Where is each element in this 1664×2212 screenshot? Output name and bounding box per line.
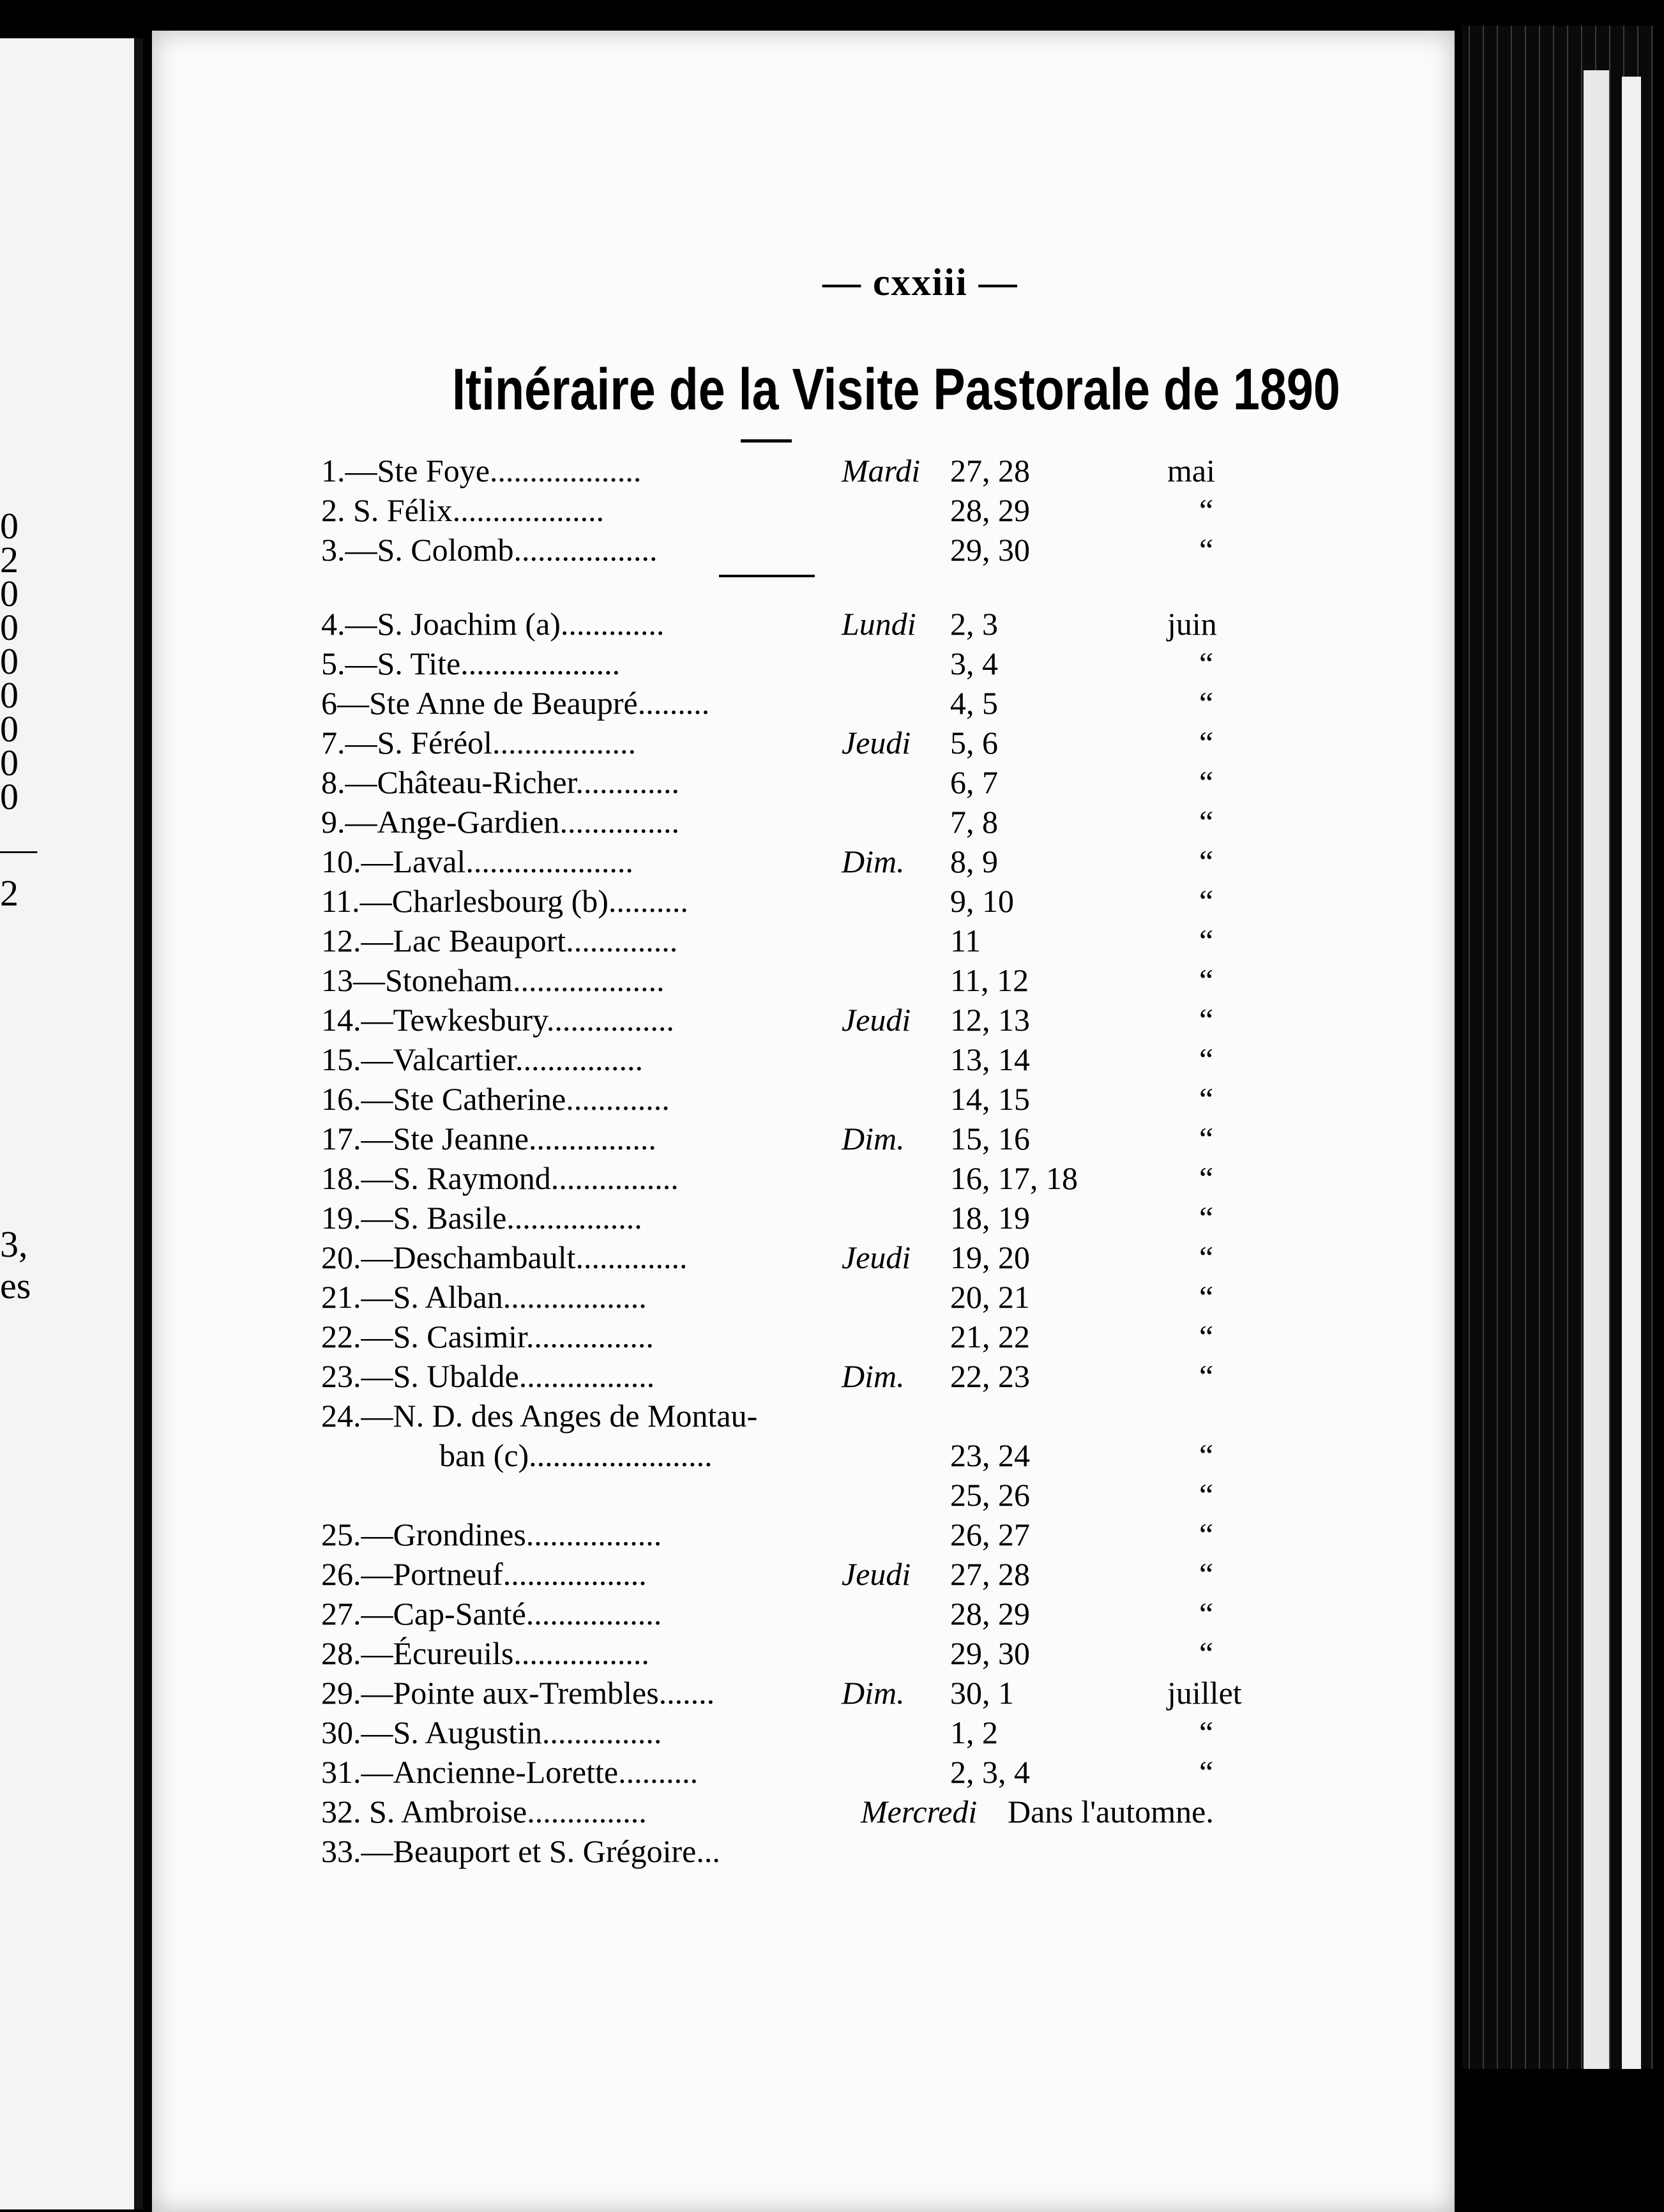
itinerary-row [152, 1239, 1455, 1278]
document-page [152, 31, 1455, 2212]
left-fragment: 0 [0, 505, 19, 547]
itinerary-row [152, 1041, 1455, 1080]
weekday-label: Dim. [842, 1121, 905, 1156]
weekday-label: Mercredi [861, 1794, 978, 1829]
place-label: 16.—Ste Catherine............. [321, 1081, 670, 1117]
dates-label: 29, 30 [950, 1635, 1030, 1671]
itinerary-row [152, 452, 1455, 492]
itinerary-row [152, 724, 1455, 764]
month-label: “ [1199, 1160, 1214, 1196]
dates-label: 6, 7 [950, 764, 998, 800]
itinerary-row [152, 685, 1455, 724]
place-label: 20.—Deschambault.............. [321, 1239, 688, 1275]
place-label: 26.—Portneuf.................. [321, 1556, 647, 1592]
month-label: “ [1199, 725, 1214, 761]
month-label: “ [1199, 1002, 1214, 1038]
section-rule [719, 575, 815, 577]
itinerary-row [152, 1635, 1455, 1674]
itinerary-row [152, 492, 1455, 531]
weekday-label: Jeudi [842, 1239, 911, 1275]
place-label: 32. S. Ambroise............... [321, 1794, 647, 1829]
dates-label: 5, 6 [950, 725, 998, 761]
left-page-edge [0, 38, 143, 2209]
itinerary-row [152, 1120, 1455, 1160]
left-fragment: 2 [0, 872, 19, 914]
left-fragment: 0 [0, 573, 19, 614]
place-label: 28.—Écureuils................. [321, 1635, 649, 1671]
place-label: 21.—S. Alban.................. [321, 1279, 647, 1315]
month-label: “ [1199, 1042, 1214, 1077]
place-label: 13—Stoneham................... [321, 962, 665, 998]
dates-label: 30, 1 [950, 1675, 1014, 1711]
month-label: “ [1199, 1358, 1214, 1394]
left-fragment: es [0, 1265, 31, 1307]
place-label: 30.—S. Augustin............... [321, 1715, 662, 1750]
itinerary-row [152, 883, 1455, 922]
itinerary-row [152, 843, 1455, 883]
place-label: 29.—Pointe aux-Trembles....... [321, 1675, 715, 1711]
month-label: “ [1199, 883, 1214, 919]
left-fragment: 0 [0, 742, 19, 784]
itinerary-row [152, 1516, 1455, 1556]
month-label: “ [1199, 1437, 1214, 1473]
month-label: “ [1199, 1279, 1214, 1315]
book-page-edge-strip [1584, 70, 1609, 2069]
dates-label: 7, 8 [950, 804, 998, 840]
itinerary-row [152, 1080, 1455, 1120]
dates-label: 27, 28 [950, 1556, 1030, 1592]
left-fragment: 3, [0, 1223, 28, 1265]
month-label: “ [1199, 646, 1214, 681]
place-label: 4.—S. Joachim (a)............. [321, 606, 665, 642]
place-label: 8.—Château-Richer............. [321, 764, 679, 800]
itinerary-row [152, 1833, 1455, 1872]
left-fragment: 0 [0, 708, 19, 750]
dates-label: 4, 5 [950, 685, 998, 721]
month-label: “ [1199, 1754, 1214, 1790]
dates-label: 20, 21 [950, 1279, 1030, 1315]
month-label: “ [1199, 962, 1214, 998]
dates-label: 11 [950, 923, 981, 958]
itinerary-row [152, 1674, 1455, 1714]
itinerary-row [152, 605, 1455, 645]
weekday-label: Dim. [842, 1358, 905, 1394]
place-label: 17.—Ste Jeanne................ [321, 1121, 656, 1156]
itinerary-row [152, 962, 1455, 1001]
month-label: juin [1167, 606, 1217, 642]
dates-label: 1, 2 [950, 1715, 998, 1750]
dates-label: 2, 3, 4 [950, 1754, 1030, 1790]
itinerary-row [152, 1278, 1455, 1318]
left-fragment: 0 [0, 607, 19, 648]
place-label: 23.—S. Ubalde................. [321, 1358, 655, 1394]
month-label: “ [1199, 1200, 1214, 1236]
month-label: “ [1199, 764, 1214, 800]
itinerary-row [152, 1714, 1455, 1754]
weekday-label: Jeudi [842, 1556, 911, 1592]
dates-label: 28, 29 [950, 492, 1030, 528]
weekday-label: Dim. [842, 1675, 905, 1711]
dates-label: 14, 15 [950, 1081, 1030, 1117]
month-label: “ [1199, 1239, 1214, 1275]
place-label: 10.—Laval..................... [321, 844, 633, 879]
place-label: 3.—S. Colomb.................. [321, 532, 658, 568]
month-label: “ [1199, 1081, 1214, 1117]
dates-label: 16, 17, 18 [950, 1160, 1078, 1196]
dates-label: 22, 23 [950, 1358, 1030, 1394]
dates-label: 18, 19 [950, 1200, 1030, 1236]
place-label: 22.—S. Casimir................ [321, 1319, 654, 1354]
place-label: 1.—Ste Foye................... [321, 453, 642, 489]
place-label: 19.—S. Basile................. [321, 1200, 642, 1236]
place-label: 27.—Cap-Santé................. [321, 1596, 662, 1632]
dates-label: 27, 28 [950, 453, 1030, 489]
place-label: 15.—Valcartier................ [321, 1042, 644, 1077]
month-label: “ [1199, 1715, 1214, 1750]
itinerary-row [152, 1556, 1455, 1595]
itinerary-row [152, 764, 1455, 803]
itinerary-row [152, 531, 1455, 571]
place-label: 7.—S. Féréol.................. [321, 725, 637, 761]
itinerary-row [152, 1793, 1455, 1833]
dates-label: 26, 27 [950, 1517, 1030, 1552]
dates-label: 11, 12 [950, 962, 1029, 998]
month-label: “ [1199, 492, 1214, 528]
itinerary-row [152, 1199, 1455, 1239]
month-label: “ [1199, 532, 1214, 568]
itinerary-row [152, 803, 1455, 843]
dates-label: 2, 3 [950, 606, 998, 642]
month-label: “ [1199, 923, 1214, 958]
month-label: “ [1199, 1635, 1214, 1671]
month-label: mai [1167, 453, 1215, 489]
dates-label: 12, 13 [950, 1002, 1030, 1038]
weekday-label: Jeudi [842, 725, 911, 761]
itinerary-row [152, 1595, 1455, 1635]
place-label: 5.—S. Tite.................... [321, 646, 621, 681]
month-label: “ [1199, 1517, 1214, 1552]
dates-label: 29, 30 [950, 532, 1030, 568]
left-fragment: — [0, 828, 37, 869]
weekday-label: Mardi [842, 453, 921, 489]
month-label: “ [1199, 1319, 1214, 1354]
left-fragment: 0 [0, 674, 19, 716]
left-fragment: 0 [0, 640, 19, 682]
month-label: “ [1199, 1556, 1214, 1592]
month-label: “ [1199, 685, 1214, 721]
itinerary-row [152, 1160, 1455, 1199]
itinerary-row [152, 1437, 1455, 1476]
dates-label: 8, 9 [950, 844, 998, 879]
month-label: “ [1199, 844, 1214, 879]
itinerary-row [152, 1001, 1455, 1041]
itinerary-row [152, 1476, 1455, 1516]
month-label: juillet [1167, 1675, 1242, 1711]
dates-label: 25, 26 [950, 1477, 1030, 1513]
place-label: ban (c)....................... [439, 1437, 713, 1473]
place-label: 12.—Lac Beauport.............. [321, 923, 678, 958]
dates-label: 15, 16 [950, 1121, 1030, 1156]
dates-label: 9, 10 [950, 883, 1014, 919]
weekday-label: Dim. [842, 844, 905, 879]
month-label: “ [1199, 1477, 1214, 1513]
itinerary-row [152, 645, 1455, 685]
itinerary-row [152, 1358, 1455, 1397]
itinerary-row [152, 1397, 1455, 1437]
place-label: 11.—Charlesbourg (b).......... [321, 883, 688, 919]
page-number: — cxxiii — [822, 261, 1018, 303]
dates-label: 21, 22 [950, 1319, 1030, 1354]
place-label: 9.—Ange-Gardien............... [321, 804, 679, 840]
weekday-label: Lundi [842, 606, 916, 642]
dates-label: 13, 14 [950, 1042, 1030, 1077]
title-rule [741, 439, 792, 443]
dates-label: 23, 24 [950, 1437, 1030, 1473]
itinerary-row [152, 1318, 1455, 1358]
place-label: 33.—Beauport et S. Grégoire... [321, 1833, 720, 1869]
itinerary-row [152, 1754, 1455, 1793]
place-label: 31.—Ancienne-Lorette.......... [321, 1754, 699, 1790]
place-label: 25.—Grondines................. [321, 1517, 662, 1552]
weekday-label: Jeudi [842, 1002, 911, 1038]
place-label: 2. S. Félix................... [321, 492, 605, 528]
book-page-edge-strip [1622, 77, 1641, 2069]
left-fragment: 0 [0, 776, 19, 817]
place-label: 24.—N. D. des Anges de Montau- [321, 1398, 758, 1434]
place-label: 6—Ste Anne de Beaupré......... [321, 685, 710, 721]
left-fragment: 2 [0, 539, 19, 580]
month-label: “ [1199, 1596, 1214, 1632]
dates-label: 19, 20 [950, 1239, 1030, 1275]
place-label: 14.—Tewkesbury................ [321, 1002, 674, 1038]
place-label: 18.—S. Raymond................ [321, 1160, 679, 1196]
page-title: Itinéraire de la Visite Pastorale de 1890 [452, 357, 1340, 422]
itinerary-row [152, 922, 1455, 962]
dates-label: 28, 29 [950, 1596, 1030, 1632]
dates-label: 3, 4 [950, 646, 998, 681]
dates-label: Dans l'automne. [1008, 1794, 1214, 1829]
month-label: “ [1199, 1121, 1214, 1156]
month-label: “ [1199, 804, 1214, 840]
